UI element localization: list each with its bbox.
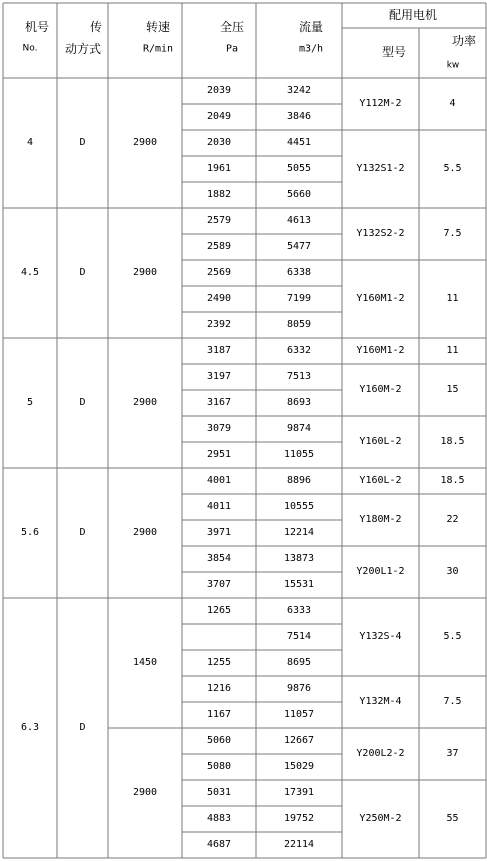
motor-power-cell: 7.5 (443, 696, 462, 707)
pressure-cell: 2392 (206, 319, 232, 330)
drive-cell: D (79, 267, 86, 278)
pressure-cell: 2039 (206, 85, 232, 96)
flow-cell: 8693 (286, 397, 312, 408)
flow-cell: 15029 (283, 761, 315, 772)
motor-model-cell: Y132M-4 (359, 696, 402, 707)
flow-cell: 6333 (286, 605, 312, 616)
drive-cell: D (79, 397, 86, 408)
motor-model-cell: Y160L-2 (359, 436, 402, 447)
motor-model-cell: Y160M1-2 (356, 293, 405, 304)
motor-power-cell: 11 (446, 293, 459, 304)
motor-model-cell: Y132S1-2 (356, 163, 405, 174)
motor-power-cell: 5.5 (443, 631, 462, 642)
header-flow: 流量 (298, 20, 324, 34)
flow-cell: 7199 (286, 293, 312, 304)
motor-model-cell: Y160L-2 (359, 475, 402, 486)
motor-model-cell: Y132S-4 (359, 631, 402, 642)
flow-cell: 9876 (286, 683, 312, 694)
pressure-cell: 3079 (206, 423, 232, 434)
flow-cell: 7513 (286, 371, 312, 382)
pressure-cell: 1882 (206, 189, 232, 200)
motor-power-cell: 37 (446, 748, 459, 759)
motor-model-cell: Y160M1-2 (356, 345, 405, 356)
flow-cell: 15531 (283, 579, 315, 590)
motor-model-cell: Y180M-2 (359, 514, 402, 525)
flow-cell: 22114 (283, 839, 315, 850)
flow-cell: 3242 (286, 85, 312, 96)
flow-cell: 8896 (286, 475, 312, 486)
speed-cell: 2900 (132, 267, 158, 278)
flow-cell: 10555 (283, 501, 315, 512)
flow-cell: 4613 (286, 215, 312, 226)
flow-cell: 5055 (286, 163, 312, 174)
header-machine-no-en: No. (22, 43, 38, 54)
motor-power-cell: 18.5 (440, 436, 465, 447)
header-speed: 转速 (145, 20, 171, 34)
flow-cell: 11057 (283, 709, 315, 720)
header-drive-2: 动方式 (64, 42, 102, 56)
drive-cell: D (79, 527, 86, 538)
flow-cell: 19752 (283, 813, 315, 824)
pressure-cell: 3707 (206, 579, 232, 590)
pressure-cell: 4687 (206, 839, 232, 850)
pressure-cell: 3197 (206, 371, 232, 382)
header-pressure-unit: Pa (225, 43, 239, 55)
drive-cell: D (79, 722, 86, 733)
flow-cell: 6332 (286, 345, 312, 356)
speed-cell: 2900 (132, 137, 158, 148)
machine-no-cell: 5.6 (20, 527, 40, 538)
motor-power-cell: 18.5 (440, 475, 465, 486)
pressure-cell: 3854 (206, 553, 232, 564)
flow-cell: 5660 (286, 189, 312, 200)
motor-power-cell: 30 (446, 566, 459, 577)
flow-cell: 11055 (283, 449, 315, 460)
machine-no-cell: 4 (26, 137, 34, 148)
flow-cell: 4451 (286, 137, 312, 148)
pressure-cell: 3971 (206, 527, 232, 538)
motor-model-cell: Y132S2-2 (356, 228, 405, 239)
motor-power-cell: 5.5 (443, 163, 462, 174)
flow-cell: 8695 (286, 657, 312, 668)
pressure-cell: 2030 (206, 137, 232, 148)
pressure-cell: 2579 (206, 215, 232, 226)
speed-cell: 1450 (132, 657, 158, 668)
pressure-cell: 5060 (206, 735, 232, 746)
pressure-cell: 2951 (206, 449, 232, 460)
pressure-cell: 2569 (206, 267, 232, 278)
pressure-cell: 4011 (206, 501, 232, 512)
header-machine-no: 机号 (24, 20, 50, 34)
header-motor-power: 功率 (451, 34, 477, 48)
drive-cell: D (79, 137, 86, 148)
machine-no-cell: 6.3 (20, 722, 40, 733)
flow-cell: 17391 (283, 787, 315, 798)
flow-cell: 9874 (286, 423, 312, 434)
pressure-cell: 1961 (206, 163, 232, 174)
flow-cell: 13873 (283, 553, 315, 564)
flow-cell: 6338 (286, 267, 312, 278)
pressure-cell: 2589 (206, 241, 232, 252)
machine-no-cell: 4.5 (20, 267, 40, 278)
header-drive: 传 (89, 20, 103, 34)
pressure-cell: 5031 (206, 787, 232, 798)
motor-power-cell: 7.5 (443, 228, 462, 239)
header-motor-model: 型号 (381, 45, 407, 59)
pressure-cell: 3187 (206, 345, 232, 356)
speed-cell: 2900 (132, 397, 158, 408)
flow-cell: 7514 (286, 631, 312, 642)
pressure-cell: 1255 (206, 657, 232, 668)
motor-model-cell: Y112M-2 (359, 98, 402, 109)
flow-cell: 5477 (286, 241, 312, 252)
flow-cell: 3846 (286, 111, 312, 122)
motor-model-cell: Y160M-2 (359, 384, 402, 395)
pressure-cell: 5080 (206, 761, 232, 772)
flow-cell: 12667 (283, 735, 315, 746)
header-motor: 配用电机 (388, 8, 438, 22)
machine-no-cell: 5 (26, 397, 34, 408)
motor-model-cell: Y200L1-2 (356, 566, 405, 577)
pressure-cell: 4001 (206, 475, 232, 486)
pressure-cell: 2049 (206, 111, 232, 122)
header-flow-unit: m3/h (298, 43, 324, 55)
header-pressure: 全压 (219, 20, 245, 34)
flow-cell: 12214 (283, 527, 315, 538)
speed-cell: 2900 (132, 787, 158, 798)
header-motor-power-unit: kw (446, 60, 460, 71)
pressure-cell: 1216 (206, 683, 232, 694)
motor-power-cell: 11 (446, 345, 459, 356)
flow-cell: 8059 (286, 319, 312, 330)
pressure-cell: 1167 (206, 709, 232, 720)
motor-power-cell: 55 (446, 813, 459, 824)
pressure-cell: 4883 (206, 813, 232, 824)
header-speed-unit: R/min (142, 43, 174, 55)
speed-cell: 2900 (132, 527, 158, 538)
pressure-cell: 1265 (206, 605, 232, 616)
pressure-cell: 2490 (206, 293, 232, 304)
motor-model-cell: Y250M-2 (359, 813, 402, 824)
motor-power-cell: 4 (449, 98, 456, 109)
pressure-cell: 3167 (206, 397, 232, 408)
motor-model-cell: Y200L2-2 (356, 748, 405, 759)
motor-power-cell: 22 (446, 514, 459, 525)
motor-power-cell: 15 (446, 384, 459, 395)
